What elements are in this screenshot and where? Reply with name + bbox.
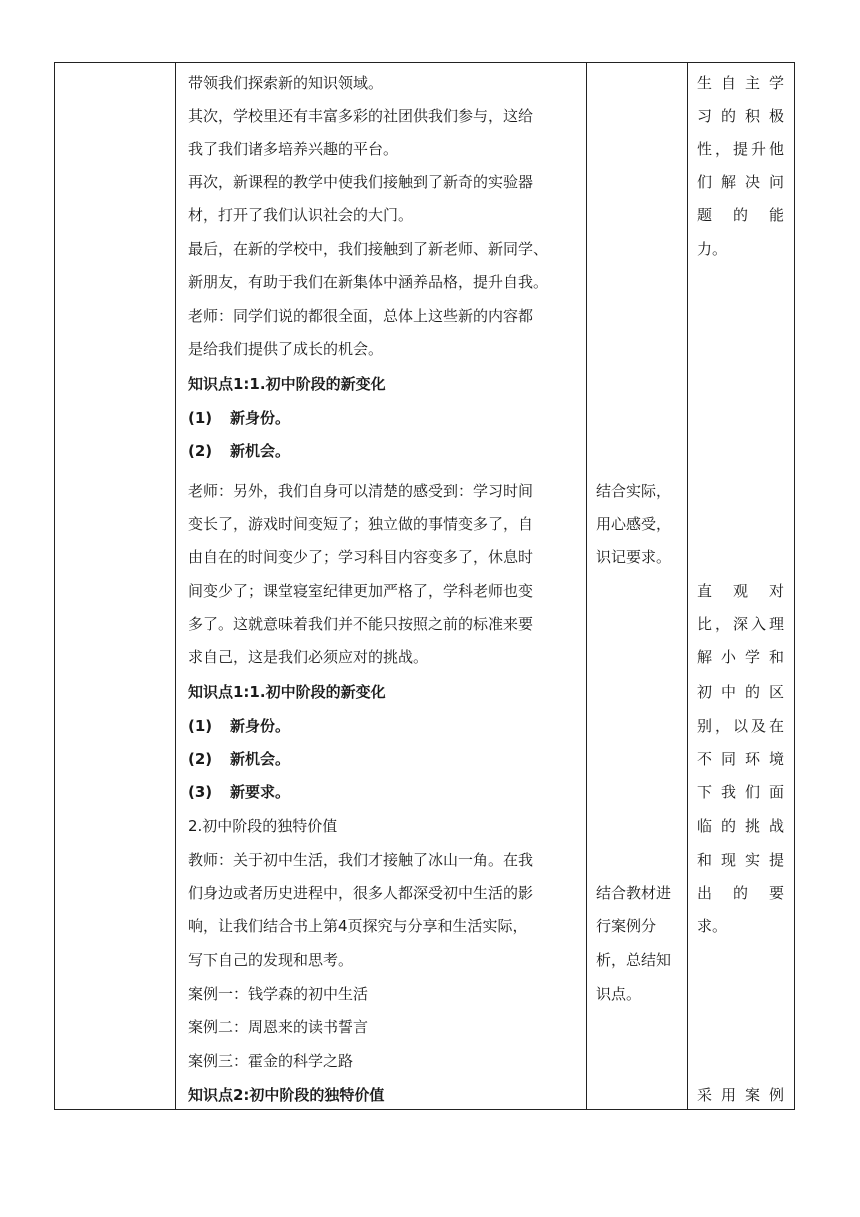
intent-text-line: 们解决问: [697, 173, 784, 191]
list-number: (1): [188, 409, 213, 427]
main-text-line: [188, 716, 290, 736]
main-text-line: 带领我们探索新的知识领域。: [188, 74, 384, 92]
intent-text-line: 临的挑战: [697, 817, 784, 835]
main-text-line: 其次，学校里还有丰富多彩的社团供我们参与，这给: [188, 107, 534, 125]
main-text-line: 再次，新课程的教学中使我们接触到了新奇的实验器: [188, 173, 534, 191]
main-text-line: 教师：关于初中生活，我们才接触了冰山一角。在我: [188, 851, 534, 869]
list-text: 新机会。: [230, 750, 291, 768]
student-text-line: 用心感受，: [596, 515, 672, 533]
lesson-table: [54, 62, 795, 1110]
main-text-line: 案例二：周恩来的读书誓言: [188, 1018, 369, 1036]
intent-text-line: 性，提升他: [697, 140, 784, 158]
intent-text-line: 出的要: [697, 884, 784, 902]
intent-text-line: 不同环境: [697, 750, 784, 768]
main-text-line: 案例三：霍金的科学之路: [188, 1052, 354, 1070]
teacher-activity-cell: [188, 63, 584, 1109]
list-text: 新要求。: [230, 783, 291, 801]
intent-text-line: 下我们面: [697, 783, 784, 801]
student-text-line: 识点。: [596, 985, 642, 1003]
main-text-line: 变长了，游戏时间变短了；独立做的事情变多了，自: [188, 515, 534, 533]
main-text-line: [188, 749, 290, 769]
main-text-line: 知识点2:初中阶段的独特价值: [188, 1086, 385, 1104]
list-text: 新身份。: [230, 717, 291, 735]
intent-text-line: 习的积极: [697, 107, 784, 125]
column-divider: [175, 63, 176, 1109]
student-activity-cell: [596, 63, 682, 1109]
intent-text-line: 直观对: [697, 582, 784, 600]
intent-text-line: 别，以及在: [697, 717, 784, 735]
student-text-line: 结合实际，: [596, 482, 672, 500]
stage-cell: [55, 63, 175, 1109]
intent-text-line: 采用案例: [697, 1086, 784, 1104]
main-text-line: 2.初中阶段的独特价值: [188, 817, 338, 835]
main-text-line: 写下自己的发现和思考。: [188, 951, 354, 969]
list-text: 新机会。: [230, 442, 291, 460]
intent-text-line: 题的能: [697, 206, 784, 224]
main-text-line: 们身边或者历史进程中，很多人都深受初中生活的影: [188, 884, 534, 902]
main-text-line: 知识点1:1.初中阶段的新变化: [188, 683, 386, 701]
intent-text-line: 和现实提: [697, 851, 784, 869]
list-number: (2): [188, 750, 213, 768]
main-text-line: 响，让我们结合书上第4页探究与分享和生活实际，: [188, 917, 528, 935]
list-number: (2): [188, 442, 213, 460]
design-intent-cell: [697, 63, 784, 1109]
list-number: (1): [188, 717, 213, 735]
main-text-line: 新朋友，有助于我们在新集体中涵养品格，提升自我。: [188, 273, 549, 291]
student-text-line: 结合教材进: [596, 884, 672, 902]
intent-text-line: 力。: [697, 240, 728, 258]
main-text-line: 老师：另外，我们自身可以清楚的感受到：学习时间: [188, 482, 534, 500]
column-divider: [687, 63, 688, 1109]
main-text-line: 案例一：钱学森的初中生活: [188, 985, 369, 1003]
intent-text-line: 求。: [697, 917, 728, 935]
intent-text-line: 初中的区: [697, 683, 784, 701]
main-text-line: 由自在的时间变少了；学习科目内容变多了，休息时: [188, 548, 534, 566]
student-text-line: 析，总结知: [596, 951, 672, 969]
main-text-line: 是给我们提供了成长的机会。: [188, 340, 384, 358]
student-text-line: 识记要求。: [596, 548, 672, 566]
main-text-line: 材，打开了我们认识社会的大门。: [188, 206, 414, 224]
main-text-line: 我了我们诸多培养兴趣的平台。: [188, 140, 399, 158]
main-text-line: [188, 408, 290, 428]
main-text-line: 间变少了；课堂寝室纪律更加严格了，学科老师也变: [188, 582, 534, 600]
intent-text-line: 解小学和: [697, 648, 784, 666]
list-number: (3): [188, 783, 213, 801]
column-divider: [586, 63, 587, 1109]
main-text-line: 求自己，这是我们必须应对的挑战。: [188, 648, 429, 666]
intent-text-line: 生自主学: [697, 74, 784, 92]
list-text: 新身份。: [230, 409, 291, 427]
main-text-line: 多了。这就意味着我们并不能只按照之前的标准来要: [188, 615, 534, 633]
main-text-line: [188, 441, 290, 461]
main-text-line: 最后，在新的学校中，我们接触到了新老师、新同学、: [188, 240, 549, 258]
main-text-line: 老师：同学们说的都很全面，总体上这些新的内容都: [188, 307, 534, 325]
intent-text-line: 比，深入理: [697, 615, 784, 633]
main-text-line: [188, 782, 290, 802]
main-text-line: 知识点1:1.初中阶段的新变化: [188, 375, 386, 393]
student-text-line: 行案例分: [596, 917, 657, 935]
